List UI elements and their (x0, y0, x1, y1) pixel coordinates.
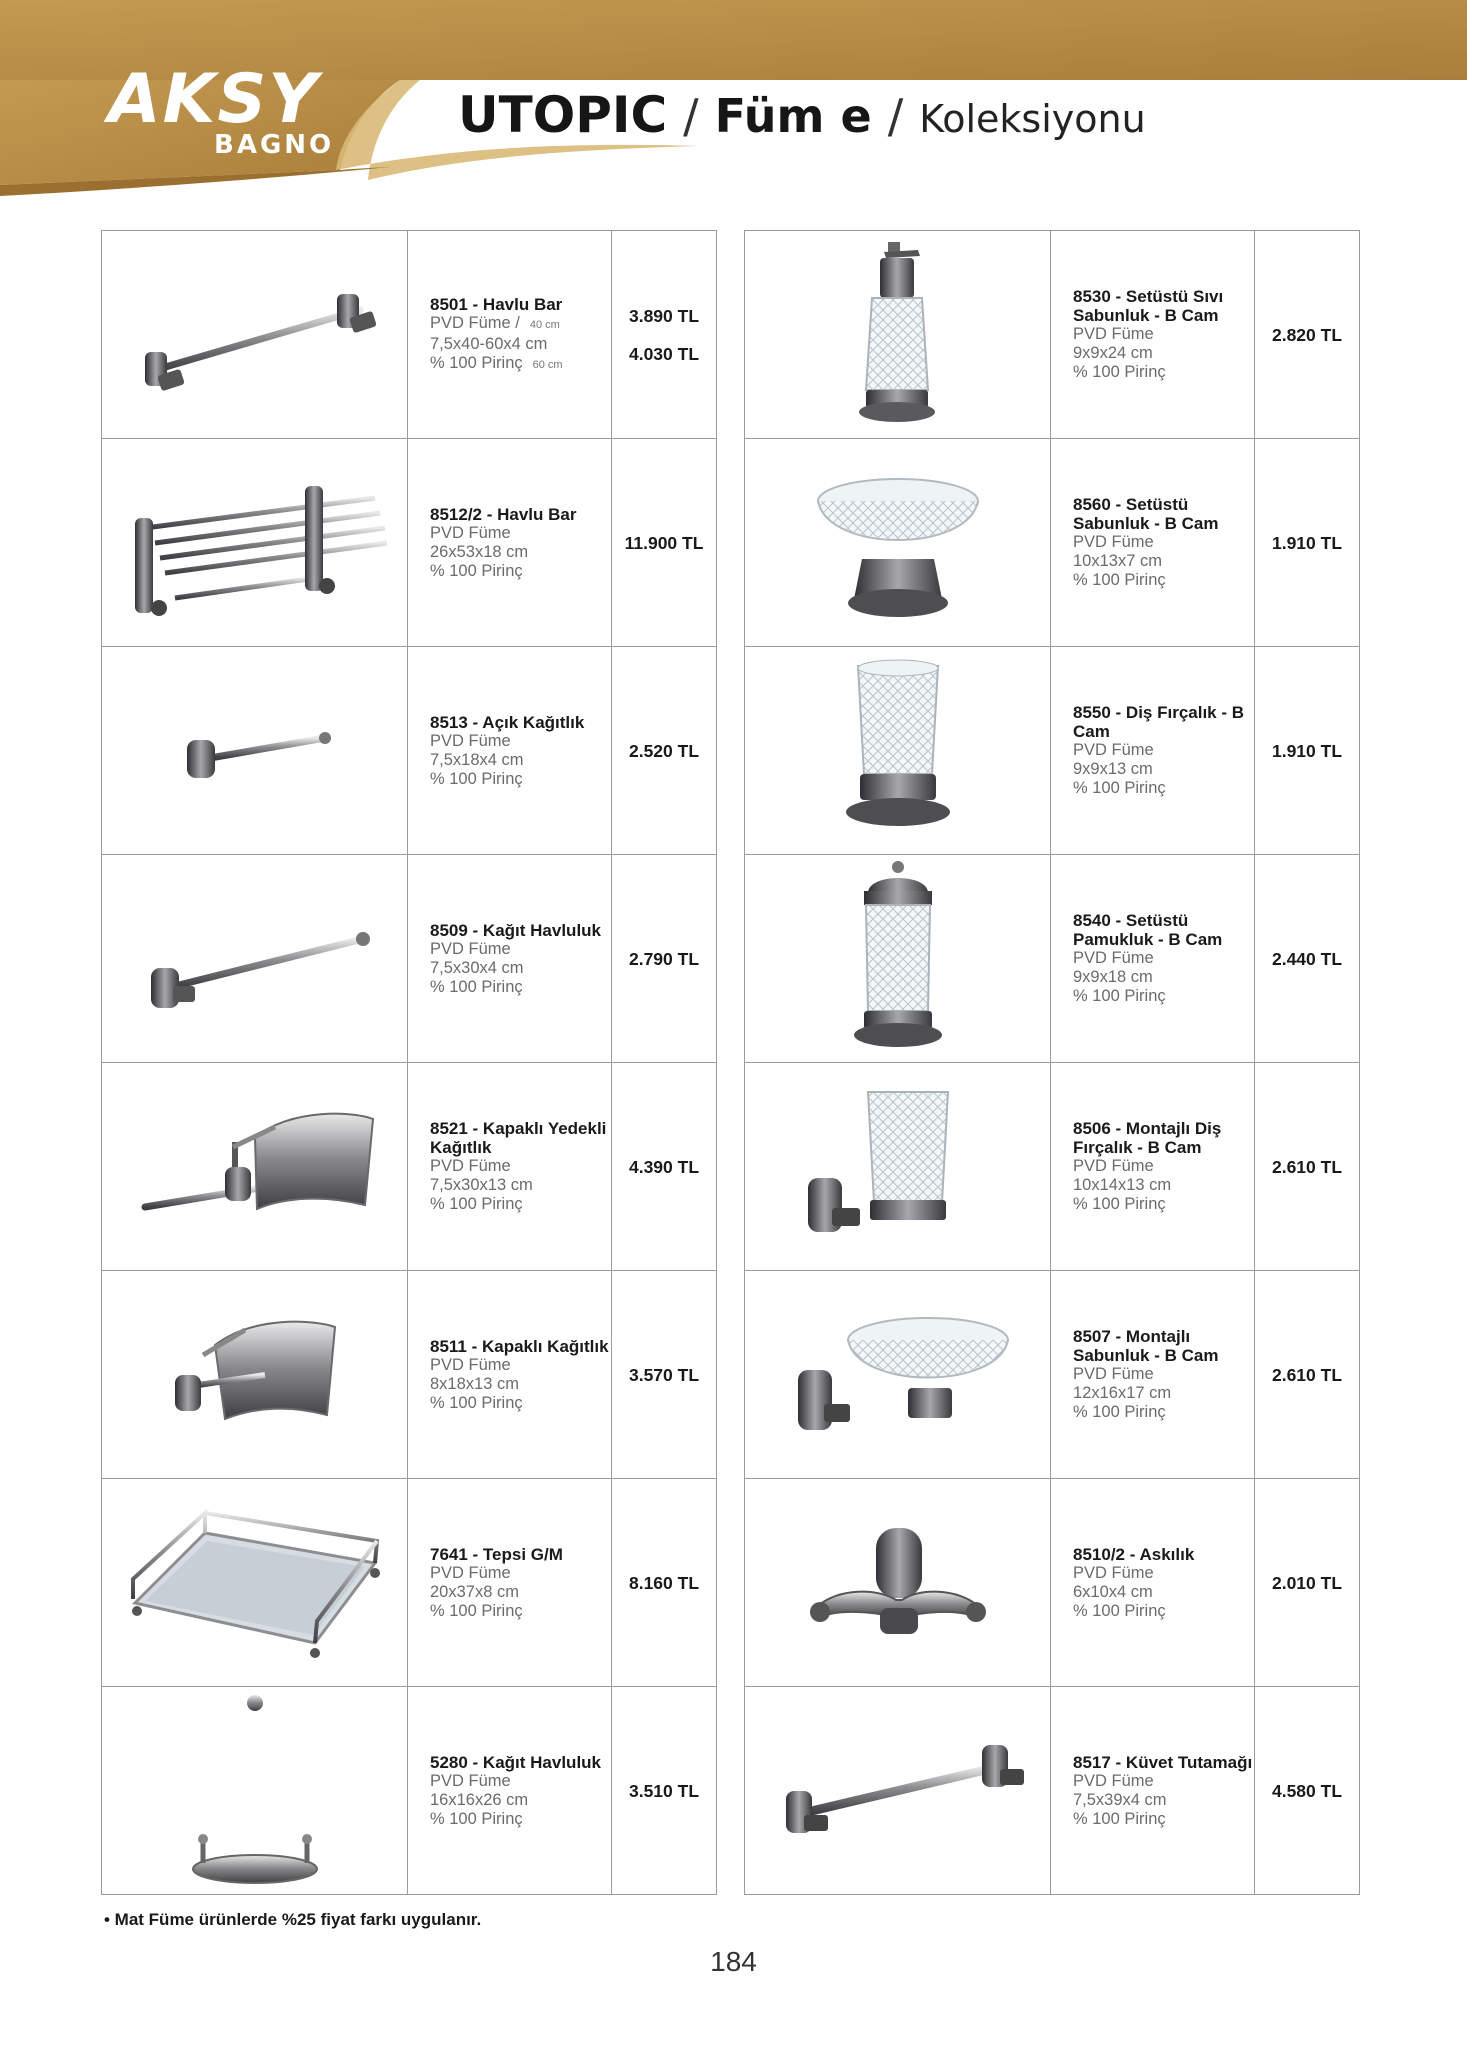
wall-soap-dish-icon (745, 1271, 1050, 1478)
product-spec-line (430, 1176, 611, 1195)
product-name: 8506 - Montajlı Diş Fırçalık - B Cam (1073, 1119, 1222, 1157)
product-spec-text: PVD Füme (1073, 1771, 1154, 1790)
product-image-cell (745, 231, 1051, 439)
product-spec-text: % 100 Pirinç (1073, 363, 1166, 381)
product-image-cell (745, 1687, 1051, 1895)
product-spec-text: % 100 Pirinç (1073, 779, 1166, 797)
product-spec-text: PVD Füme / (430, 313, 520, 332)
product-name: 8540 - Setüstü Pamukluk - B Cam (1073, 911, 1223, 949)
product-description-cell (408, 1063, 612, 1271)
product-row (745, 1479, 1360, 1687)
product-description-cell (408, 1687, 612, 1895)
product-spec-text: PVD Füme (1073, 533, 1154, 551)
product-spec-text: 7,5x18x4 cm (430, 750, 524, 769)
product-spec-line (430, 940, 611, 959)
product-image-cell (745, 1271, 1051, 1479)
towel-bar-icon (102, 231, 407, 438)
product-row (745, 1687, 1360, 1895)
size-variant-label: 40 cm (529, 318, 560, 331)
product-name: 8511 - Kapaklı Kağıtlık (430, 1336, 609, 1356)
tray-icon (102, 1479, 407, 1686)
product-price-cell (1255, 647, 1360, 855)
product-description-cell (408, 855, 612, 1063)
product-spec-line (430, 354, 611, 375)
product-price-cell (612, 1479, 717, 1687)
product-spec-line (430, 335, 611, 354)
product-description-cell (408, 439, 612, 647)
product-spec-text: 7,5x30x13 cm (430, 1176, 533, 1194)
soap-dispenser-icon (745, 231, 1050, 438)
product-spec-line (1073, 571, 1254, 590)
product-spec-text: % 100 Pirinç (430, 1393, 523, 1412)
product-spec-line (430, 524, 611, 543)
product-spec-text: PVD Füme (430, 523, 511, 542)
covered-paper-holder-icon (102, 1271, 407, 1478)
product-spec-line (430, 978, 611, 997)
product-spec-text: % 100 Pirinç (1073, 987, 1166, 1005)
product-description-cell (1051, 439, 1255, 647)
product-spec-line (430, 562, 611, 581)
product-name: 8530 - Setüstü Sıvı Sabunluk - B Cam (1073, 287, 1224, 325)
product-image-cell (745, 439, 1051, 647)
product-spec-line (430, 959, 611, 978)
product-name: 8510/2 - Askılık (1073, 1544, 1195, 1564)
product-image-cell (102, 231, 408, 439)
product-spec-line (430, 314, 611, 335)
product-row (745, 1271, 1360, 1479)
product-price: 3.510 TL (628, 1780, 700, 1801)
product-spec-line (1073, 1195, 1254, 1214)
product-price: 4.580 TL (1271, 1780, 1343, 1801)
product-image-cell (102, 1271, 408, 1479)
product-spec-text: PVD Füme (430, 1157, 511, 1175)
toothbrush-holder-icon (745, 647, 1050, 854)
product-spec-line (1073, 552, 1254, 571)
product-image-cell (102, 647, 408, 855)
product-spec-line (430, 1583, 611, 1602)
product-spec-text: % 100 Pirinç (1073, 1195, 1166, 1213)
product-price-cell (612, 1063, 717, 1271)
product-image-cell (102, 1687, 408, 1895)
product-price: 4.030 TL (628, 343, 700, 364)
product-price: 1.910 TL (1271, 532, 1343, 553)
product-image-cell (745, 855, 1051, 1063)
product-price: 11.900 TL (624, 532, 704, 553)
product-description-cell (1051, 1063, 1255, 1271)
page-title (458, 86, 1146, 144)
product-image-cell (102, 439, 408, 647)
product-spec-line (1073, 1564, 1254, 1583)
page-number: 184 (710, 1946, 757, 1977)
product-spec-text: % 100 Pirinç (1073, 1403, 1166, 1421)
product-price-cell (612, 647, 717, 855)
product-price: 2.010 TL (1271, 1572, 1343, 1593)
covered-spare-paper-holder-icon (102, 1063, 407, 1270)
double-hook-icon (745, 1479, 1050, 1686)
towel-rack-icon (102, 439, 407, 646)
product-row (102, 231, 717, 439)
product-spec-text: % 100 Pirinç (430, 1809, 523, 1828)
product-spec-line (430, 1375, 611, 1394)
product-spec-line (430, 770, 611, 789)
product-image-cell (745, 1479, 1051, 1687)
grab-bar-icon (745, 1687, 1050, 1894)
collection-label: Koleksiyonu (919, 97, 1146, 141)
product-spec-line (1073, 1403, 1254, 1422)
standing-paper-towel-icon (102, 1687, 407, 1894)
product-spec-line (430, 1810, 611, 1829)
collection-brand: UTOPIC (458, 86, 668, 144)
product-name: 8517 - Küvet Tutamağı (1073, 1752, 1253, 1772)
product-price-cell (1255, 1479, 1360, 1687)
open-paper-holder-icon (102, 647, 407, 854)
left-product-table (101, 230, 717, 1895)
product-spec-line (1073, 344, 1254, 363)
product-name: 8509 - Kağıt Havluluk (430, 920, 602, 940)
product-spec-line (1073, 1365, 1254, 1384)
product-row (102, 855, 717, 1063)
product-spec-text: 10x14x13 cm (1073, 1176, 1172, 1194)
product-image-cell (745, 1063, 1051, 1271)
logo-main-text: AKSY (108, 60, 320, 139)
product-spec-line (430, 1394, 611, 1413)
product-price: 2.610 TL (1271, 1156, 1343, 1177)
product-description-cell (408, 1271, 612, 1479)
product-row (745, 647, 1360, 855)
product-spec-text: PVD Füme (430, 731, 511, 750)
product-price: 8.160 TL (628, 1572, 700, 1593)
product-price-cell (1255, 855, 1360, 1063)
product-spec-line (1073, 1772, 1254, 1791)
product-spec-text: PVD Füme (1073, 1157, 1154, 1175)
product-spec-text: PVD Füme (1073, 1563, 1154, 1582)
title-separator: / (683, 89, 699, 143)
product-spec-text: PVD Füme (1073, 1365, 1154, 1383)
product-spec-line (1073, 1384, 1254, 1403)
product-spec-text: 8x18x13 cm (430, 1374, 519, 1393)
title-separator-2: / (887, 89, 904, 143)
product-spec-line (430, 732, 611, 751)
product-spec-text: % 100 Pirinç (430, 353, 523, 372)
product-description-cell (408, 1479, 612, 1687)
page-header (0, 0, 1467, 200)
product-image-cell (745, 647, 1051, 855)
product-price: 1.910 TL (1271, 740, 1343, 761)
product-row (745, 855, 1360, 1063)
product-spec-line (1073, 363, 1254, 382)
product-spec-text: % 100 Pirinç (430, 1195, 523, 1213)
product-name: 8512/2 - Havlu Bar (430, 504, 577, 524)
product-name: 8550 - Diş Fırçalık - B Cam (1073, 703, 1245, 741)
product-price: 2.520 TL (628, 740, 700, 761)
product-description-cell (1051, 855, 1255, 1063)
product-spec-text: 6x10x4 cm (1073, 1582, 1153, 1601)
product-row (102, 647, 717, 855)
product-spec-text: 9x9x24 cm (1073, 344, 1153, 362)
product-description-cell (1051, 231, 1255, 439)
product-spec-line (430, 1791, 611, 1810)
product-spec-text: PVD Füme (1073, 949, 1154, 967)
product-spec-text: % 100 Pirinç (430, 1601, 523, 1620)
product-row (102, 1479, 717, 1687)
product-name: 8521 - Kapaklı Yedekli Kağıtlık (430, 1119, 607, 1157)
product-spec-text: % 100 Pirinç (1073, 1809, 1166, 1828)
product-row (102, 1687, 717, 1895)
product-spec-line (1073, 1810, 1254, 1829)
product-description-cell (1051, 1687, 1255, 1895)
product-description-cell (408, 647, 612, 855)
product-spec-line (430, 1564, 611, 1583)
product-price-cell (612, 231, 717, 439)
product-spec-text: 20x37x8 cm (430, 1582, 519, 1601)
product-spec-line (1073, 1176, 1254, 1195)
product-name: 8507 - Montajlı Sabunluk - B Cam (1073, 1327, 1219, 1365)
product-spec-line (1073, 1602, 1254, 1621)
product-name: 8560 - Setüstü Sabunluk - B Cam (1073, 495, 1219, 533)
product-spec-line (430, 1157, 611, 1176)
product-row (745, 1063, 1360, 1271)
product-spec-text: % 100 Pirinç (1073, 571, 1166, 589)
product-spec-text: % 100 Pirinç (1073, 1601, 1166, 1620)
product-description-cell (1051, 647, 1255, 855)
product-price: 2.820 TL (1271, 324, 1343, 345)
product-price: 2.440 TL (1271, 948, 1343, 969)
product-row (102, 1063, 717, 1271)
product-price-cell (1255, 1687, 1360, 1895)
product-price-cell (1255, 1271, 1360, 1479)
product-spec-line (1073, 325, 1254, 344)
product-price-cell (612, 439, 717, 647)
product-price-cell (612, 855, 717, 1063)
logo-sub-text: BAGNO (214, 130, 335, 160)
finish-name: Füm e (714, 89, 872, 143)
product-spec-text: 10x13x7 cm (1073, 552, 1162, 570)
product-description-cell (408, 231, 612, 439)
product-spec-line (1073, 760, 1254, 779)
product-spec-line (1073, 741, 1254, 760)
product-spec-text: % 100 Pirinç (430, 561, 523, 580)
product-price: 4.390 TL (628, 1156, 700, 1177)
brand-logo (108, 60, 338, 161)
product-spec-line (1073, 779, 1254, 798)
product-price-cell (1255, 439, 1360, 647)
product-spec-text: PVD Füme (1073, 741, 1154, 759)
product-spec-line (430, 1195, 611, 1214)
product-name: 7641 - Tepsi G/M (430, 1544, 563, 1564)
paper-towel-holder-icon (102, 855, 407, 1062)
product-spec-text: % 100 Pirinç (430, 769, 523, 788)
product-price-cell (1255, 231, 1360, 439)
product-spec-line (1073, 968, 1254, 987)
product-row (745, 231, 1360, 439)
cotton-jar-icon (745, 855, 1050, 1062)
product-spec-line (430, 751, 611, 770)
product-spec-line (1073, 1791, 1254, 1810)
price-footnote: • Mat Füme ürünlerde %25 fiyat farkı uygulanır. (104, 1910, 482, 1929)
product-spec-text: 16x16x26 cm (430, 1790, 529, 1809)
product-image-cell (102, 855, 408, 1063)
product-image-cell (102, 1479, 408, 1687)
product-price: 2.610 TL (1271, 1364, 1343, 1385)
product-spec-text: 12x16x17 cm (1073, 1384, 1172, 1402)
product-spec-line (430, 543, 611, 562)
soap-dish-icon (745, 439, 1050, 646)
product-description-cell (1051, 1271, 1255, 1479)
product-row (102, 1271, 717, 1479)
product-row (102, 439, 717, 647)
product-price: 3.570 TL (628, 1364, 700, 1385)
product-spec-text: PVD Füme (430, 1771, 511, 1790)
product-spec-line (1073, 949, 1254, 968)
product-price-cell (1255, 1063, 1360, 1271)
product-spec-line (1073, 987, 1254, 1006)
product-name: 8513 - Açık Kağıtlık (430, 712, 585, 732)
product-spec-text: PVD Füme (430, 939, 511, 958)
product-spec-text: PVD Füme (430, 1563, 511, 1582)
product-spec-line (430, 1772, 611, 1791)
product-spec-line (1073, 1583, 1254, 1602)
product-spec-text: 9x9x18 cm (1073, 968, 1153, 986)
right-product-table (744, 230, 1360, 1895)
product-name: 5280 - Kağıt Havluluk (430, 1752, 602, 1772)
product-spec-text: PVD Füme (1073, 325, 1154, 343)
size-variant-label: 60 cm (532, 358, 563, 371)
product-spec-text: 26x53x18 cm (430, 542, 529, 561)
product-spec-text: 7,5x30x4 cm (430, 958, 524, 977)
product-spec-line (1073, 533, 1254, 552)
product-spec-text: 9x9x13 cm (1073, 760, 1153, 778)
product-price-cell (612, 1687, 717, 1895)
product-row (745, 439, 1360, 647)
product-spec-line (430, 1602, 611, 1621)
product-image-cell (102, 1063, 408, 1271)
product-spec-text: PVD Füme (430, 1355, 511, 1374)
product-spec-line (430, 1356, 611, 1375)
product-spec-text: 7,5x40-60x4 cm (430, 334, 548, 353)
product-spec-text: 7,5x39x4 cm (1073, 1790, 1167, 1809)
product-price: 2.790 TL (628, 948, 700, 969)
product-spec-text: % 100 Pirinç (430, 977, 523, 996)
product-price: 3.890 TL (628, 305, 700, 326)
wall-toothbrush-holder-icon (745, 1063, 1050, 1270)
product-description-cell (1051, 1479, 1255, 1687)
product-name: 8501 - Havlu Bar (430, 294, 563, 314)
product-spec-line (1073, 1157, 1254, 1176)
product-price-cell (612, 1271, 717, 1479)
